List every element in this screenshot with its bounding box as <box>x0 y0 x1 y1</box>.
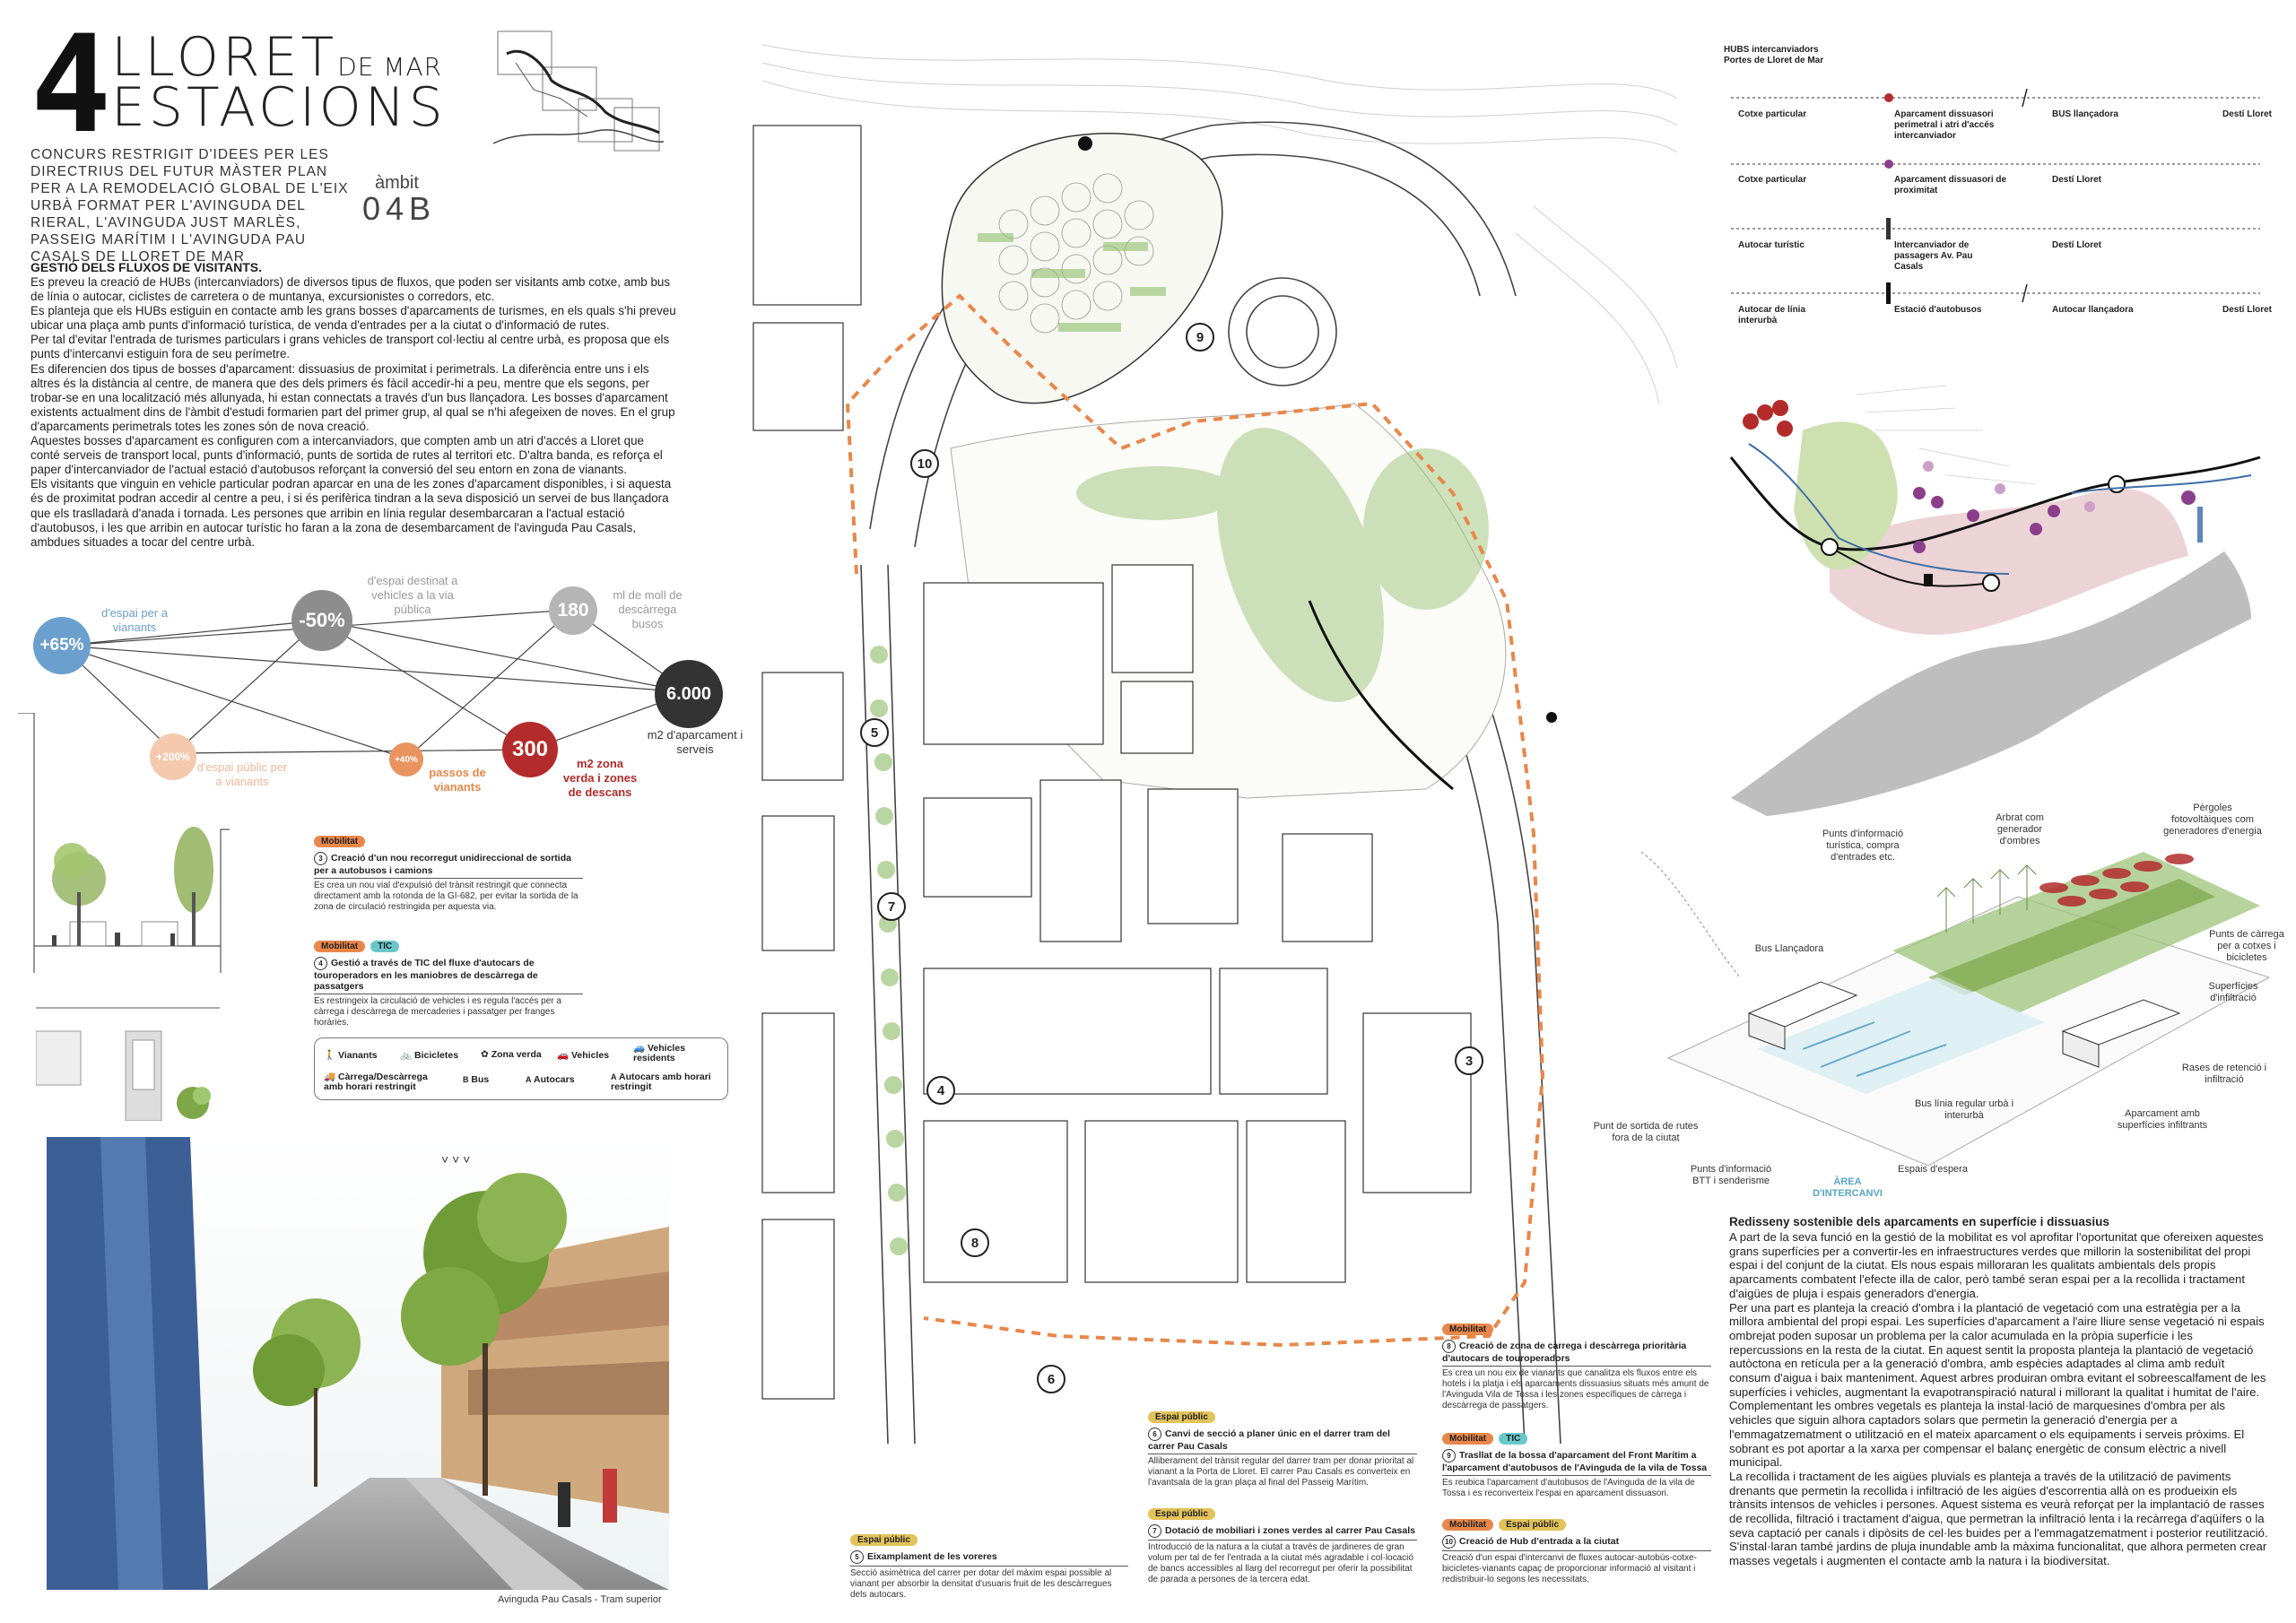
legend-vehicles-residents: 🚙 Vehicles residents <box>633 1043 686 1063</box>
hubs-title <box>1724 45 1823 66</box>
flux-p6: Els visitants que vinguin en vehicle particular podran aparcar en una de les zones d'aparcament disponibles, i si aquesta és de proximitat podran accedir al centre a peu, i si és perifèrica tindran a la seva disposició un servei de bus llançadora que els traslladarà d'anada i tornada. Les persones que arribin en línia regular desembarcaran a l'actual estació d'autobusos, i les que arribin en autocar turístic ho faran a la zona de desembarcament de l'avinguda Pau Casals, ambdues situades a tocar del centre urbà. <box>30 477 672 549</box>
note-4 <box>314 937 583 1028</box>
hub-row2-b: Aparcament dissuasori de proximitat <box>1894 175 2007 195</box>
flux-body <box>30 275 676 550</box>
street-photo <box>47 1137 669 1590</box>
note-6-number: 6 <box>1148 1428 1161 1441</box>
iso-label-pergoles: Pèrgoles fotovoltàiques com generadores d'energia <box>2163 803 2262 837</box>
note-3-title: 3 Creació d'un nou recorregut unidireccional de sortida per a autobusos i camions <box>314 853 571 876</box>
parking-p1: A part de la seva funció en la gestió de la mobilitat es vol aprofitar l'oportunitat que ofereixen aquestes grans superfícies per a convertir-les en infraestructures verdes que millorin la sostenibilitat del propi espai i del conjunt de la ciutat. Els nous espais milloraran les qualitats ambientals dels propis aparcaments combatent l'efecte illa de calor, però també seran espai per a la recollida i tractament d'aigües de pluja i espais generadors d'energia. <box>1729 1230 2264 1300</box>
map-marker-8: 8 <box>961 1228 989 1257</box>
legend-autocars: A Autocars <box>526 1074 575 1085</box>
tag-mobilitat: Mobilitat <box>314 836 365 847</box>
hub-row4-c: Autocar llançadora <box>2052 305 2134 315</box>
legend-bicicletes: 🚲 Bicicletes <box>400 1050 459 1061</box>
legend-zona-verda: ✿ Zona verda <box>481 1049 542 1060</box>
flux-p5: Aquestes bosses d'aparcament es configuren com a intercanviadors, que compten amb un atri d'accés a Lloret que conté serveis de transport local, punts d'informació, punts de sortida de rutes al territori etc. D'altra banda, es reforça el paper d'intercanviador de l'actual estació d'autobusos reforçant la conversió del seu entorn en zona de vianants. <box>30 434 663 477</box>
tag-tic: TIC <box>370 941 399 952</box>
iso-label-punt-sortida: Punt de sortida de rutes fora de la ciutat <box>1593 1121 1699 1143</box>
hub-row2-a: Cotxe particular <box>1738 175 1807 185</box>
stat-label-3: ml de moll de descàrrega busos <box>613 588 683 630</box>
note-5-title: 5 Eixamplament de les voreres <box>850 1550 1128 1564</box>
note-10-text: Creació d'un espai d'intercanvi de fluxes autocar-autobús-cotxe-bicicletes-vianants capaç de proporcionar informació al visitant i redistribuir-lo segons les necessitats. <box>1442 1553 1697 1584</box>
legend-bus: B Bus <box>463 1074 490 1085</box>
location-map <box>489 27 668 157</box>
note-5 <box>850 1531 1128 1601</box>
note-9-text: Es reubica l'aparcament d'autobusos de l'Avinguda de la vila de Tossa i es reconverteix l'espai en aparcament dissuasori. <box>1442 1478 1695 1498</box>
logo-line2: ESTACIONS <box>111 76 447 139</box>
iso-label-rases: Rases de retenció i infiltració <box>2181 1063 2267 1085</box>
street-section-drawing <box>16 713 231 973</box>
legend-vehicles: 🚗 Vehicles <box>557 1050 610 1061</box>
map-marker-5: 5 <box>860 718 889 747</box>
map-marker-6: 6 <box>1037 1365 1065 1393</box>
stat-bubble-7: 300 <box>502 722 558 777</box>
photo-caption: Avinguda Pau Casals - Tram superior <box>498 1594 662 1605</box>
logo-de-mar: DE MAR <box>337 52 443 82</box>
parking-p2: Per una part es planteja la creació d'ombra i la plantació de vegetació com una estratègia per a la millora ambiental del propi espai. Les superfícies d'aparcament a l'aire lliure sense vegetació ni espais ombrejat poden suposar un problema per la calor acumulada en la pròpia superfície i les repercussions en la resta de la ciutat. En aquest sentit la proposta planteja la plantació de vegetació autòctona en retícula per a la generació d'ombra, amb espècies adaptades al clima amb reduït consum d'aigua i baix manteniment. Aquest arbres produiran ombra evitant el sobreescalfament de les superfícies i vehicles, augmentant la evapotranspiració natural i millorant la qualitat i humitat de l'aire. <box>1729 1300 2266 1399</box>
tag-espai-public: Espai públic <box>1499 1519 1566 1531</box>
note-9 <box>1442 1429 1711 1499</box>
stat-label-6: passos de vianants <box>429 766 486 794</box>
iso-label-info: Punts d'informació turística, compra d'entrades etc. <box>1822 829 1904 863</box>
hub-row4-b: Estació d'autobusos <box>1894 305 1982 315</box>
map-marker-9: 9 <box>1186 323 1214 352</box>
note-4-title: 4 Gestió a través de TIC del fluxe d'autocars de touroperadors en les maniobres de descàrrega de passatgers <box>314 958 538 992</box>
note-4-text: Es restringeix la circulació de vehicles i es regula l'accés per a càrrega i descàrrega de mercaderies i passatger per franges horàries. <box>314 996 561 1028</box>
street-plan-drawing <box>36 995 220 1121</box>
tag-tic: TIC <box>1499 1433 1527 1445</box>
note-8-text: Es crea un nou eix de vianants que canalitza els fluxos entre els hotels i la platja i els aparcaments dissuasius situats més amunt de l'Avinguda Vila de Tossa i les zones específiques de càrrega i descàrrega de passatgers. <box>1442 1368 1709 1410</box>
hub-row3-b: Intercanviador de passagers Av. Pau Casals <box>1894 240 1973 272</box>
iso-label-area-intercanvi: ÀREA D'INTERCANVI <box>1813 1176 1883 1199</box>
stat-bubble-2: -50% <box>291 590 352 651</box>
parking-p4: La recollida i tractament de les aigües pluvials es planteja a través de la utilització de paviments drenants que permetin la recollida i infiltració de les aigües d'escorrentia allà on es produeixin els trànsits intensos de vehicles i persones. Aquest sistema es veurà reforçat per la implantació de rasses de recollida, filtració i tractament d'aigua, que permetran la infiltració lenta i la recàrrega d'aqüífers o la seva captació per canals i dipòsits de cel·les buides per a l'emmagatzematment i posterior reutilització. S'instal·laran també jardins de pluja inundable amb la màxima funcionalitat, que alhora permeten crear masses vegetals i augmenten el contacte amb la natura i la biodiversitat. <box>1729 1469 2268 1568</box>
note-6-text: Alliberament del trànsit regular del darrer tram per donar prioritat al vianant a la Porta de Lloret. El carrer Pau Casals es converteix en l'avantsala de la gran plaça al final del Passeig Marítim. <box>1148 1456 1414 1488</box>
note-10-number: 10 <box>1442 1535 1456 1549</box>
iso-label-punts-btt: Punts d'informació BTT i senderisme <box>1690 1164 1772 1186</box>
note-3 <box>314 832 583 913</box>
note-10-title: 10 Creació de Hub d'entrada a la ciutat <box>1442 1535 1711 1549</box>
note-8-number: 8 <box>1442 1340 1456 1353</box>
hub-row1-c: BUS llançadora <box>2052 109 2118 119</box>
map-marker-3: 3 <box>1455 1046 1483 1075</box>
ambit-label: àmbit <box>375 173 419 193</box>
stat-label-7: m2 zona verda i zones de descans <box>562 757 638 799</box>
logo <box>30 7 447 163</box>
hub-row4-a: Autocar de línia interurbà <box>1738 305 1806 325</box>
map-marker-7: 7 <box>877 892 906 921</box>
iso-label-espais-espera: Espais d'espera <box>1898 1164 1968 1175</box>
note-7-number: 7 <box>1148 1524 1161 1538</box>
town-map <box>1713 359 2287 825</box>
tag-mobilitat: Mobilitat <box>1442 1324 1493 1335</box>
stat-label-4: m2 d'aparcament i serveis <box>647 728 744 756</box>
stat-bubble-5: +200% <box>150 733 196 780</box>
stat-label-1: d'espai per a vianants <box>100 606 169 634</box>
hub-row1-b: Aparcament dissuasori perimetral i atri d'accés intercanviador <box>1894 109 1995 141</box>
hub-row1-d: Destí Lloret <box>2222 109 2273 119</box>
note-6-title: 6 Canvi de secció a planer únic en el darrer tram del carrer Pau Casals <box>1148 1428 1390 1452</box>
parking-body <box>1729 1230 2269 1568</box>
hub-row1-a: Cotxe particular <box>1738 109 1807 119</box>
parking-p3: Complementant les ombres vegetals es planteja la instal·lació de marquesines d'ombra per als vehicles que siguin alhora captadors solars que permetin la generació d'energia per a l'emmagatzematment o utilització en el mateix aparcament o els equipaments i serveis pròxims. El sobrant es pot aportar a la xarxa per compensar el balanç energètic de consum elèctric a nivell municipal. <box>1729 1399 2245 1470</box>
iso-label-bus-linia: Bus línia regular urbà i interurbà <box>1914 1098 2014 1121</box>
intro-text: CONCURS RESTRIGIT D'IDEES PER LES DIRECTRIUS DEL FUTUR MÀSTER PLAN PER A LA REMODELACIÓ GLOBAL DE L'EIX URBÀ FORMAT PER L'AVINGUDA DEL RIERAL, L'AVINGUDA JUST MARLÈS, PASSEIG MARÍTIM I L'AVINGUDA PAU CASALS DE LLORET DE MAR <box>30 147 349 265</box>
note-7-title: 7 Dotació de mobiliari i zones verdes al carrer Pau Casals <box>1148 1524 1417 1538</box>
svg-text:˅ ˅ ˅: ˅ ˅ ˅ <box>441 1152 471 1167</box>
stat-bubble-6: +40% <box>389 742 423 777</box>
flux-p3: Per tal d'evitar l'entrada de turismes particulars i grans vehicles de transport col·lectiu al centre urbà, es proposa que els punts d'intercanvi estiguin fora de seu perímetre. <box>30 333 670 361</box>
note-6 <box>1148 1408 1417 1488</box>
note-9-number: 9 <box>1442 1449 1456 1462</box>
stat-bubble-3: 180 <box>549 586 597 635</box>
hubs-title-2: Portes de Lloret de Mar <box>1724 56 1824 65</box>
note-7 <box>1148 1505 1417 1585</box>
hub-row2-d: Destí Lloret <box>2052 175 2102 185</box>
map-marker-10: 10 <box>910 449 939 478</box>
note-8-title: 8 Creació de zona de càrrega i descàrrega prioritària d'autocars de touroperadors <box>1442 1341 1687 1364</box>
flux-title: GESTIÓ DELS FLUXOS DE VISITANTS. <box>30 260 262 274</box>
logo-lloret: LLORET <box>111 26 338 89</box>
iso-label-aparcament: Aparcament amb superfícies infiltrants <box>2117 1108 2208 1131</box>
hub-row4-d: Destí Lloret <box>2222 305 2273 315</box>
flux-p2: Es planteja que els HUBs estiguin en contacte amb les grans bosses d'aparcaments de turismes, en els quals s'hi preveu ubicar una plaça amb punts d'informació turística, de venda d'entrades per a la ciutat o d'informació de rutes. <box>30 304 676 333</box>
tag-espai-public: Espai públic <box>1148 1508 1215 1520</box>
flux-p4: Es diferencien dos tipus de bosses d'aparcament: dissuasius de proximitat i perimetrals. La diferència entre uns i els altres és la distància al centre, de manera que des dels primers és fàcil accedir-hi a peu, mentre que els segons, per trobar-se en una localització més allunyada, hi estan connectats a través d'un bus llançadora. Les bosses d'aparcament existents actualment dins de l'àmbit d'estudi formarien part del primer grup, al qual se n'hi afegeixen de noves. En el grup d'aparcaments perimetrals totes les zones són de nova creació. <box>30 361 675 433</box>
tag-mobilitat: Mobilitat <box>314 941 365 952</box>
hubs-title-1: HUBS intercanviadors <box>1724 45 1819 55</box>
note-3-text: Es crea un nou vial d'expulsió del trànsit restringit que connecta directament amb la rotonda de la GI-682, per evitar la sortida de la zona de circulació restringida per aquesta via. <box>314 881 578 912</box>
parking-title: Redisseny sostenible dels aparcaments en superfície i dissuasius <box>1729 1215 2109 1228</box>
note-8 <box>1442 1320 1711 1411</box>
hub-row3-a: Autocar turístic <box>1738 240 1805 250</box>
ambit-code: 04B <box>362 190 437 227</box>
tag-espai-public: Espai públic <box>1148 1411 1215 1423</box>
stat-label-5: d'espai públic per a vianants <box>196 760 288 788</box>
tag-mobilitat: Mobilitat <box>1442 1433 1493 1445</box>
note-3-number: 3 <box>314 852 327 865</box>
note-10 <box>1442 1515 1711 1585</box>
stat-bubble-4: 6.000 <box>655 660 723 728</box>
legend-carrega: 🚚 Càrrega/Descàrrega amb horari restringit <box>324 1072 428 1092</box>
legend-autocars-horari: A Autocars amb horari restringit <box>611 1072 711 1092</box>
legend-vianants: 🚶 Vianants <box>324 1050 378 1061</box>
logo-number: 4 <box>30 7 112 163</box>
hub-row3-d: Destí Lloret <box>2052 240 2102 250</box>
note-5-number: 5 <box>850 1550 864 1564</box>
note-5-text: Secció asimètrica del carrer per dotar del màxim espai possible al vianant per absorbir la densitat d'usuaris fruit de les descàrregues dels autocars. <box>850 1568 1112 1600</box>
tag-espai-public: Espai públic <box>850 1534 918 1546</box>
iso-label-bus-llancadora: Bus Llançadora <box>1754 943 1824 954</box>
iso-label-punts-carrega: Punts de càrrega per a cotxes i bicicletes <box>2209 929 2284 963</box>
stat-label-2: d'espai destinat a vehicles a la via pública <box>367 574 458 616</box>
note-4-number: 4 <box>314 957 327 970</box>
legend-box <box>314 1037 728 1100</box>
stat-bubble-1: +65% <box>33 617 91 674</box>
map-marker-4: 4 <box>926 1076 955 1105</box>
note-9-title: 9 Trasllat de la bossa d'aparcament del Front Marítim a l'aparcament d'autobusos de l'Avinguda de la vila de Tossa <box>1442 1450 1708 1473</box>
flux-p1: Es preveu la creació de HUBs (intercanviadors) de diversos tipus de fluxos, que poden ser visitants amb cotxe, amb bus de línia o autocar, ciclistes de carretera o de muntanya, excursionistes o corredors, etc. <box>30 275 671 304</box>
iso-label-superficies: Superfícies d'infiltració <box>2208 981 2258 1003</box>
note-7-text: Introducció de la natura a la ciutat a través de jardineres de gran volum per tal de fer l'entrada a la ciutat més agradable i col·locació de bancs accessibles al llarg del recorregut per oferir la possibilitat de parada a persones de la tercera edat. <box>1148 1542 1413 1584</box>
tag-mobilitat: Mobilitat <box>1442 1519 1493 1531</box>
iso-label-arbrat: Arbrat com generador d'ombres <box>1996 812 2044 846</box>
